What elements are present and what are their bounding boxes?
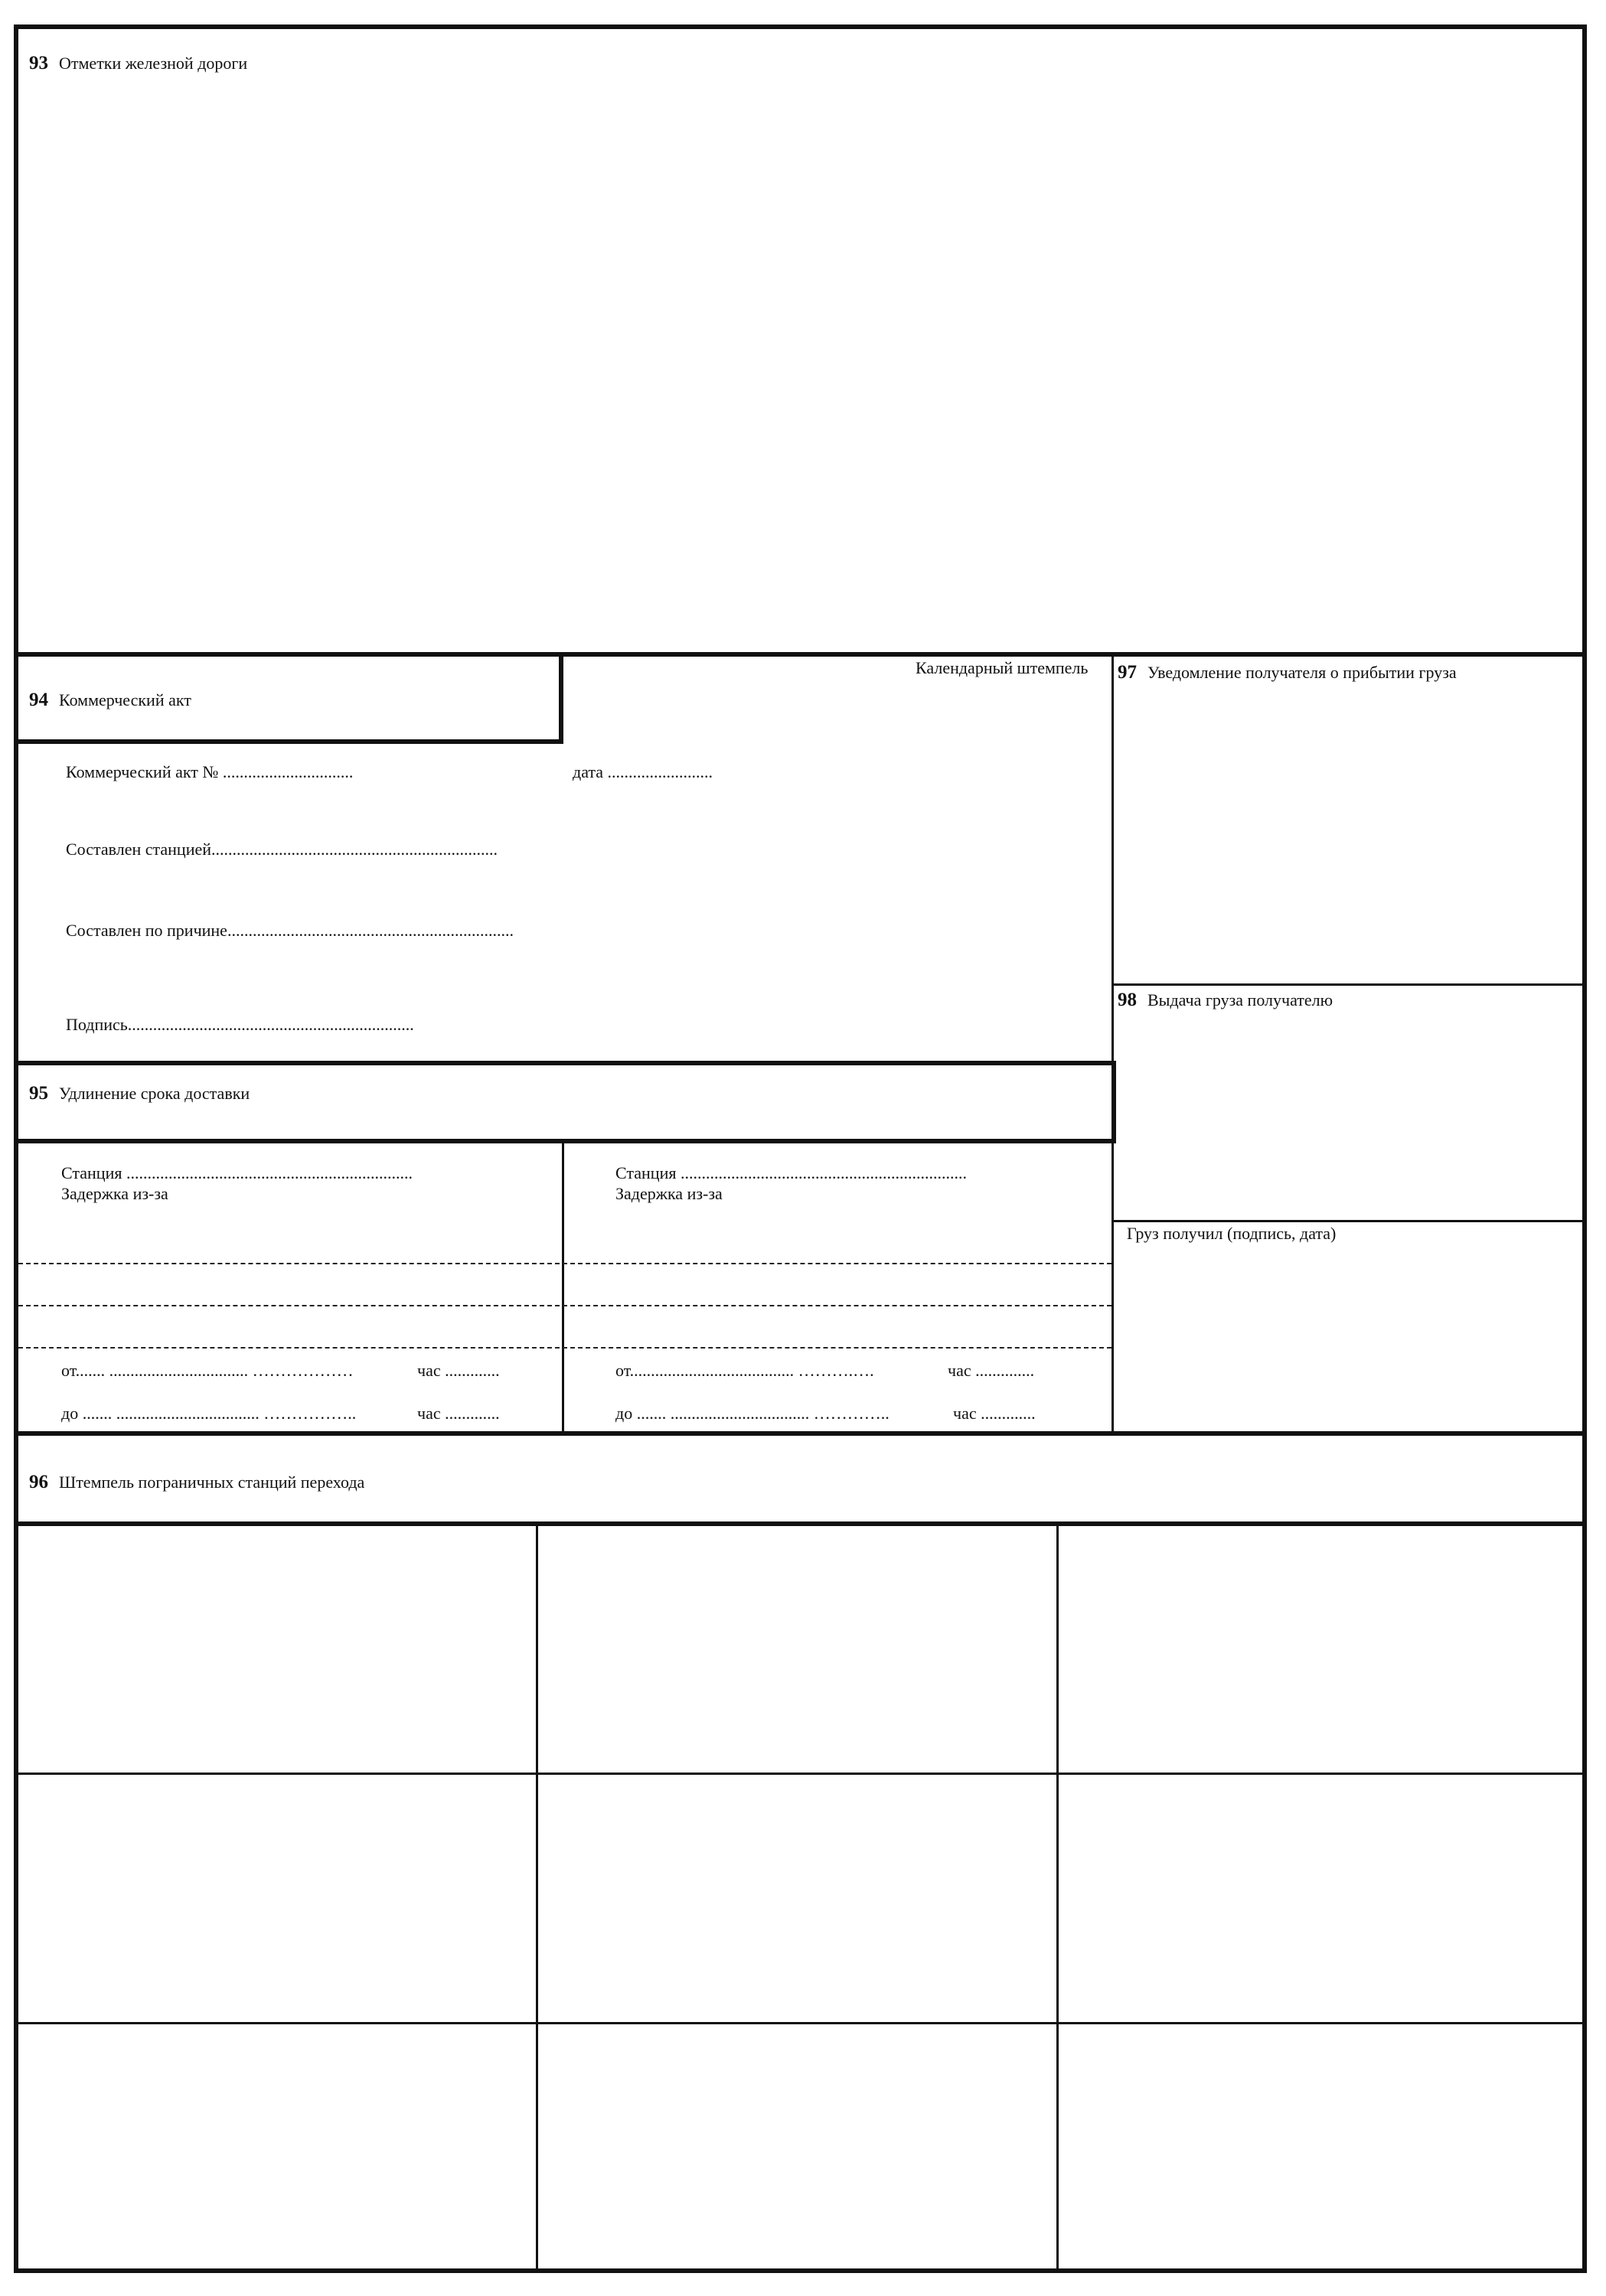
signature-field[interactable]: Подпись....................................................................	[66, 1015, 414, 1034]
divider-97-98	[1111, 983, 1587, 986]
delay-left-to-hour-field[interactable]: час .............	[417, 1404, 500, 1423]
delay-left-from-hour-field[interactable]: час .............	[417, 1361, 500, 1380]
section-97-label: Уведомление получателя о прибытии груза	[1147, 663, 1457, 682]
section-94-label: Коммерческий акт	[59, 690, 191, 709]
section-94-number: 94	[29, 690, 48, 710]
delay-dashed-line	[18, 1263, 1111, 1264]
stamp-cell[interactable]	[1059, 1526, 1582, 1773]
section-95-number: 95	[29, 1083, 48, 1104]
compiled-station-field[interactable]: Составлен станцией....................................................................	[66, 840, 498, 859]
divider-column-right	[1111, 652, 1114, 1433]
divider-95-96	[14, 1431, 1587, 1436]
section-93-label: Отметки железной дороги	[59, 54, 248, 73]
stamp-cell[interactable]	[538, 2024, 1056, 2268]
stamp-cell[interactable]	[18, 1526, 536, 1773]
stamp-cell[interactable]	[1059, 1775, 1582, 2022]
delay-right-from-hour-field[interactable]: час ..............	[948, 1361, 1035, 1380]
section-96-label: Штемпель пограничных станций перехода	[59, 1473, 365, 1492]
delay-right-station-field[interactable]: Станция ....................................................................	[615, 1163, 967, 1182]
calendar-stamp-label: Календарный штемпель	[916, 658, 1089, 677]
delay-left-station-field[interactable]: Станция ....................................................................	[61, 1163, 413, 1182]
section-97-header	[1118, 663, 1457, 682]
section-98-header	[1118, 990, 1333, 1009]
stamp-cell[interactable]	[538, 1775, 1056, 2022]
delay-left-to-field[interactable]: до ....... .................................. ……………..	[61, 1404, 357, 1423]
section-98-label: Выдача груза получателю	[1147, 990, 1333, 1009]
cargo-received-field[interactable]: Груз получил (подпись, дата)	[1127, 1224, 1337, 1243]
section-98-number: 98	[1118, 990, 1137, 1010]
compiled-reason-field[interactable]: Составлен по причине....................................................................	[66, 921, 514, 940]
delay-right-from-field[interactable]: от....................................... ……….….	[615, 1361, 874, 1380]
delay-right-to-field[interactable]: до ....... ................................. …………..	[615, 1404, 890, 1423]
delay-dashed-line	[18, 1347, 1111, 1349]
divider-98-received	[1111, 1220, 1587, 1222]
section-96-number: 96	[29, 1472, 48, 1492]
section-93-number: 93	[29, 53, 48, 73]
delay-dashed-line	[18, 1305, 1111, 1306]
stamp-cell[interactable]	[1059, 2024, 1582, 2268]
section-97-number: 97	[1118, 662, 1137, 683]
commercial-act-number-field[interactable]: Коммерческий акт № ...............................	[66, 762, 354, 781]
section-96-header	[29, 1473, 364, 1492]
commercial-act-date-field[interactable]: дата .........................	[573, 762, 713, 781]
delay-right-reason-label: Задержка из-за	[615, 1184, 723, 1203]
section-95-header	[29, 1084, 250, 1103]
section-93-header	[29, 54, 247, 73]
stamp-cell[interactable]	[18, 2024, 536, 2268]
delay-left-from-field[interactable]: от....... ................................. ………………	[61, 1361, 354, 1380]
delay-right-to-hour-field[interactable]: час .............	[953, 1404, 1036, 1423]
delay-left-reason-label: Задержка из-за	[61, 1184, 168, 1203]
section-95-label: Удлинение срока доставки	[59, 1084, 250, 1103]
section-94-header	[29, 690, 191, 709]
divider-95-middle	[562, 1143, 564, 1433]
stamp-cell[interactable]	[18, 1775, 536, 2022]
stamp-cell[interactable]	[538, 1526, 1056, 1773]
